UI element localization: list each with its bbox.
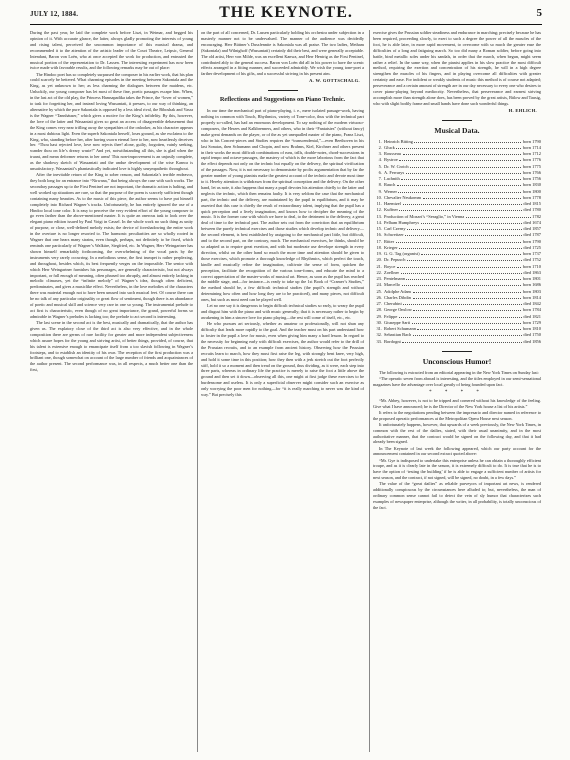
data-list-name: Marcello xyxy=(384,282,401,288)
leader-dots xyxy=(399,210,521,211)
data-list-number: 29. xyxy=(376,313,382,319)
data-list-date: died 1780 xyxy=(523,207,541,213)
leader-dots xyxy=(403,204,522,205)
data-list-number: 2. xyxy=(378,144,382,150)
data-list-number: 11. xyxy=(376,201,382,207)
data-list-date: died 1725 xyxy=(523,244,541,250)
data-list-date: born 1778 xyxy=(522,194,541,200)
leader-dots xyxy=(403,304,522,305)
data-list-number: 33. xyxy=(376,338,382,344)
data-list-date: born 1756 xyxy=(522,176,541,182)
article-paragraph: The Hindoo poet has so completely surpassed the composer in his earlier work, that his plan could scarcely be bettered. What charming episodes in the meeting between Sakontala and the King, as yet unknown to her; as less charming the dialogues between the maidens, etc. Unluckily, our young composer has let most of these fine, poetic passages escape him. When, in the last act of the old play, the Princess Hamsapadika takes the Prince, the “lover of women,” to task for forgetting her, and instead loving Wassantati, it presses, to our way of thinking, an alternative by which the pure Sakontala is opposed by a less ideal rival, the Biboshak and Vasra is the Wagner “Tannhäuser,” which gives a motive for the King’s infidelity. By this, however, the love of the latter and Wassantati gives so great an access of disagreeable debasement that the King comes very near trifling away the sympathies of the onlooker, as his character appears in a most dubious light. Even the superb Sakontala herself, loses ground, as she exclaims to the King, who, standing before her, after having sworn eternal love to her, now heartlessly deceives her. “Thou hast rejected love, love now rejects thee! alone, guilty, forgotten, vainly seeking, wander thou on life’s dreary waste!” And yet, notwithstanding all this, she is glad when the truant, and mean deformer returns to her arms! This non-improvement is an unjustly complete, as the shadowy sketch of Wassantati and the undue development of the wise Kanwa is unsatisfactory. Wassantati’s phantastically indicated love is highly unsympathetic throughout. xyxy=(30,71,193,172)
data-list-number: 23. xyxy=(376,276,382,282)
leader-dots xyxy=(399,317,522,318)
issue-date: JULY 12, 1884. xyxy=(30,10,79,18)
quoted-extract: “Mr. Abbey, however, is not to be tripped and cornered without his knowledge of the feeling. Give what I have announced; he is the Director of the New York house a list of his artists.” xyxy=(373,397,541,409)
page-header xyxy=(30,4,542,25)
leader-dots xyxy=(407,260,522,261)
data-list-number: 14. xyxy=(376,219,382,225)
data-list-number: 32. xyxy=(376,332,382,338)
leader-dots xyxy=(413,292,522,293)
column-divider xyxy=(197,30,198,752)
data-list-date: born 1766 xyxy=(522,169,541,175)
leader-dots xyxy=(402,285,522,286)
section-heading-unconscious-humor: Unconscious Humor! xyxy=(422,356,492,366)
data-list-date: born 1714 xyxy=(522,144,541,150)
data-list-number: 1. xyxy=(378,138,382,144)
data-list-date: died 1821 xyxy=(523,313,541,319)
article-paragraph: In our time the mechanical part of piano-playing, i. e., mere isolated passage-work, having nothing in common with Touch, Rhythmics, variety of Tone-color, thus with the technical part properly so-called, has had an enormous development. To say nothing of the modern virtuoso-composers, the Herzes and Kalkbrenners, and others, who in their “Fantaisies” (without fancy) make great demands on the player, or of the as yet unequalled master of the piano, Franz Liszt, who in his Concert-pieces and Studies requires the “transcendental,”—even Beethoven in his last Sonatas, then Schumann and Chopin, and now Brahms, Kiel, Kirchner and others present in their works the most difficult combinations of runs, trills, double-notes, chord-successions in rapid tempo and octave-passages, the mastery of which is the more laborious from the fact that the effect depends not only on the technic but equally on the delivery, the spiritual vivification of the passages. Now, it is not necessary to demonstrate by prolix argumentation that by far the greater number of young pianists make the greatest account of the technic and devote most time to it. Hereby attention is withdrawn from the spiritual conception and the delivery. On the other hand, let us note, it also happens that many a pupil devotes his attention chiefly to the latter and neglects the technic, which then remains faulty. It is very seldom the case that the mechanical part, the technic and the delivery, are maintained by the pupil in equilibrium, and it may be asserted that this case is chiefly the result of extraordinary talent, implying that the pupil has a quick perception and a lively imagination, and knows how to decipher the meaning of the music. It is the former case with which we have to deal, to the detriment to the delivery, a great deal of time to the technical part. The author sets out from the conviction that an equilibrium between the purely technical exercises and those studies which develop technic and delivery—the second element, is best established by assigning to the mechanical part little, but difficult, and to the second part, on the contrary, much. The mechanical exercises, he thinks, should be so adapted as to require great exertion, and with but moderate use develope strength in every direction, whilst on the other hand so much the more time and attention should be given to those exercises, which promote a thorough knowledge of Rhythmics, which perfect the touch, kindle and musically refine the imagination, cultivate the sense of form, quicken the perception, facilitate the recognition of the various tone-forms, and educate the mind to a correct appreciation of the master-works of musical art. Hence, as soon as the pupil has reached the middle stage, and—for instance—is ready to take up the 1st Book of “Cramer’s Studies,” the method should be, a few difficult technical studies (the pupil’s strength and without determining how often and how long they are to be practiced), and many pieces, not difficult ones, but such as most need can be played well. xyxy=(201,108,364,303)
article-heading: Reflections and Suggestions on Piano Technic. xyxy=(219,96,346,104)
data-list-name: Chevalier Neukomm xyxy=(384,194,422,200)
article-paragraph: It refers to the negotiations pending between the impresario and director named in reference to the proposed operatic performances at the Metropolitan Opera House next season. xyxy=(373,409,541,421)
data-list-number: 30. xyxy=(376,319,382,325)
data-list-name: George Onslow xyxy=(384,307,412,313)
data-list-name: Werner xyxy=(384,188,397,194)
leader-dots xyxy=(407,229,522,230)
data-list-name: A. Ferrarys xyxy=(384,169,405,175)
data-list-name: Zoellner xyxy=(384,269,400,275)
data-list-date: died 1856 xyxy=(523,338,541,344)
leader-dots xyxy=(466,217,531,218)
data-list-number: 31. xyxy=(376,326,382,332)
article-paragraph: The following is extracted from an editorial appearing in the New York Times on Sunday last: xyxy=(379,369,539,375)
data-list-name: G. G. Tag (organist) xyxy=(384,251,420,257)
data-list-date: died 1815 xyxy=(523,201,541,207)
column-2 xyxy=(201,30,364,752)
data-list-number: 27. xyxy=(376,301,382,307)
leader-dots xyxy=(397,185,522,186)
data-list-date: born 1729 xyxy=(522,319,541,325)
data-list-date: died 1842 xyxy=(523,301,541,307)
leader-dots xyxy=(414,142,521,143)
leader-dots xyxy=(403,154,522,155)
section-separator xyxy=(442,351,472,352)
leader-dots xyxy=(401,179,521,180)
data-list-number: 18. xyxy=(376,244,382,250)
author-signature: A. W. GOTTSCHALG. xyxy=(309,78,360,84)
data-list-date: 1782 xyxy=(532,213,541,219)
data-list-date: died 1752 xyxy=(523,257,541,263)
article-paragraph: He who pursues art seriously, whether as amateur or professionally, will not shun any difficulty that leads more rapidly to the goal. And the teacher must on his part understand how to foster in the pupil a love for music, even when giving him many a hard lesson. In regard to the necessity for beginning early with difficult exercises, the author would refer to the drill of the Prussian recruits, and to an example from ancient history. Observing how the Prussian recruits learn to march, how they must first raise the leg, with strongly bent knee, very high, and hold it some time in this position; how they then with a jerk stretch out the foot perfectly stiff, hold it so a moment and then tread on the ground, thus dividing, as it were, each step into three parts, whereas in ordinary life the practice is merely to raise the foot a little above the ground and then set it down—observing all this, one might at first judge these exercises to be burdensome and useless. It is only a superficial observer might consider such an exercise as only worrying the poor men for nothing—for “it is really marching to never was the kind of way.” But precisely this xyxy=(201,321,364,398)
data-list-number: 17. xyxy=(376,238,382,244)
data-list-name: Kuffner xyxy=(384,207,398,213)
author-signature: H. EHLICH. xyxy=(508,107,537,113)
data-list-date: died 1857 xyxy=(523,226,541,232)
article-paragraph: Let no one say it is dangerous to begin difficult technical studies so early, to weary the pupil and disgust him with the piano and with music generally; that it is necessary rather to begin by awakening in him a sincere love for piano playing—the rest will come of itself, etc., etc. xyxy=(201,303,364,321)
data-list-date: born 1737 xyxy=(522,251,541,257)
article-paragraph: During the past year, he laid the complete work before Liszt, in Weimar, and begged his opinion of it. With accurate glance, the latter, always gladly promoting the interests of young and rising talent, perceived the uncommon importance of this musical drama, and recommended it to the attention of the artistic leader of the Court Theatre, Leipsic, General Intendant, Baron von Loën, who at once accepted the work for production, and entrusted the musical portion of the representation to Dr. Lassen. The interesting experiment has now been twice made with favorable results, and the following remarks may be out of place: xyxy=(30,30,193,71)
quoted-extract: “Mr. Gye is indisposed to undertake this enterprise unless he can obtain a thoroughly efficient troupe, and as it is clearly late in the season, it is extremely difficult to do. It is true that he is to have the option of ‘testing the building’ if he is able to engage a sufficient number of artists for next season, and the contract, if not signed, will be signed, no doubt, in a few days.” xyxy=(373,457,541,481)
data-list-date: born 1814 xyxy=(522,294,541,300)
section-separator xyxy=(268,90,298,91)
data-list-name: Pelham Humphreys xyxy=(384,219,420,225)
leader-dots xyxy=(413,310,521,311)
data-list-name: Adolphe Adam xyxy=(384,288,411,294)
leader-dots xyxy=(401,273,522,274)
data-list-number: 13. xyxy=(376,213,382,219)
masthead-title: THE KEYNOTE. xyxy=(219,4,353,21)
data-list-name: Sebastian Bach xyxy=(384,332,412,338)
data-list-name: Felippe xyxy=(384,313,398,319)
data-list-number: 5. xyxy=(378,163,382,169)
data-list-name: Carl Czerny xyxy=(384,226,406,232)
ellipsis-stars: * * * * xyxy=(429,389,485,395)
data-list-name: Heinrich Bitting xyxy=(384,138,413,144)
leader-dots xyxy=(421,254,521,255)
leader-dots xyxy=(421,223,522,224)
data-list-name: Haemtzel xyxy=(384,201,402,207)
data-list-date: born 1712 xyxy=(522,151,541,157)
data-list-name: Dr. W. Crotch xyxy=(384,163,409,169)
data-list-number: 24. xyxy=(376,282,382,288)
data-list-number: 20. xyxy=(376,257,382,263)
data-list-date: born 1686 xyxy=(522,282,541,288)
data-list-name: Giuseppe Sarti xyxy=(384,319,411,325)
data-list-number: 3. xyxy=(378,151,382,157)
data-list-number: 10. xyxy=(376,194,382,200)
leader-dots xyxy=(402,342,522,343)
data-list-row xyxy=(373,339,541,345)
leader-dots xyxy=(399,160,521,161)
article-paragraph: The last scene in the second act is the best, musically and dramatically, that the author has given us. The explatory close of the third act is also very effective, and in the whole composition there are germs of rare facility for greater and more independent subjectiveness which assure hopes for the young and striving artist, of better things, provided, of course, that his talent is extensive enough to emancipate itself from a too slavish following in Wagner’s footsteps, and to establish an identity of his own. The reception of the first production was a brilliant one, though somewhat on account of the large number of friends and acquaintances of the author present. The second performance was, in all respects, a much better one than the first, xyxy=(30,319,193,373)
data-list-name: Rauch xyxy=(384,182,396,188)
data-list-date: died 1750 xyxy=(523,332,541,338)
data-list-date: died 1863 xyxy=(523,269,541,275)
data-list-number: 7. xyxy=(378,176,382,182)
data-list-number: 9. xyxy=(378,188,382,194)
leader-dots xyxy=(413,298,522,299)
leader-dots xyxy=(396,148,521,149)
data-list-name: Cherubini xyxy=(384,301,402,307)
data-list-date: born 1775 xyxy=(522,163,541,169)
data-list-name: Charles Dibdin xyxy=(384,294,411,300)
article-paragraph: In The Keynote of last week the following appeared, which our party account for the announcement contained in our second extract quoted above: xyxy=(373,445,541,457)
data-list-number: 28. xyxy=(376,307,382,313)
data-list-date: died 1787 xyxy=(523,232,541,238)
data-list-date: died 1674 xyxy=(523,219,541,225)
quoted-extract: “The operatic seven from abroad is interesting, and the titles employed in our semi-sensational magazines have the advantage over local greatly of being founded upon fact. xyxy=(373,376,541,387)
data-list-date: born 1710 xyxy=(522,263,541,269)
data-list-name: Gluck xyxy=(384,144,395,150)
data-list-name: Pentelmann xyxy=(384,276,405,282)
leader-dots xyxy=(397,267,522,268)
data-list-number: 4. xyxy=(378,157,382,163)
article-paragraph: It unfortunately happens, however, that upwards of a week previously, the New York Times, in common with the rest of the dailies, stated, with their usual unanimity, and in the most authoritative manner, that the contract would be signed on the following day, and that it had already been signed. xyxy=(373,421,541,445)
data-list-date: born 1810 xyxy=(522,326,541,332)
data-list-date: born 1830 xyxy=(522,182,541,188)
leader-dots xyxy=(399,248,522,249)
data-list-name: Rousseau xyxy=(384,151,402,157)
data-list-number: 12. xyxy=(376,207,382,213)
data-list-name: Dr. Pepusch xyxy=(384,257,406,263)
page-number: 5 xyxy=(536,7,542,19)
data-list-number: 6. xyxy=(378,169,382,175)
data-list-name: Production of Mozart’s “Seraglio,” in Vienna xyxy=(384,213,465,219)
data-list-name: Ritter xyxy=(384,238,395,244)
article-paragraph: The value of the “great dailies” as reliable purveyors of important art news, is rendered additionally conspicuous by the circumstances here alluded to; but, nevertheless, the man of ordinary common sense cannot fail to detect the vein of sly humor that characterizes such examples of newspaper enterprise, although the writer, in all probability, is totally unconscious of the fact. xyxy=(373,481,541,510)
column-divider xyxy=(369,30,370,752)
data-list-number: 21. xyxy=(376,263,382,269)
data-list-number: 25. xyxy=(376,288,382,294)
data-list-date: born 1776 xyxy=(522,157,541,163)
leader-dots xyxy=(423,198,522,199)
data-list-date: born 1790 xyxy=(522,138,541,144)
data-list-number: 26. xyxy=(376,294,382,300)
article-paragraph: exercise gives the Prussian soldier steadiness and endurance in marching; precisely because he has been required, proceeding slowly, to exert to such a degree the power of all the muscles of the foot, he is able later, in more rapid movement, to overcome with so much the greater ease the difficulties of a long and fatiguing march. So too did many a Roman soldier, before going into battle, bind metallic soles under his sandals, in order that the march, when begun, might seem rather a relief. In the same way, when the pianist applies in his slow practice the most difficult method, requiring the exertion and concentration of his strength, he will in a high degree strengthen the muscles of his fingers, and in playing overcome all difficulties with greater certainty and ease. For indolent or weakly students of music this method is of course not adapted; perseverance and a certain amount of strength are in our day necessary to every one who desires to cover piano-playing beyond mediocrity. Nevertheless, that perseverance and earnest striving accomplish more than strength alone does, has been proved by the great artists, Bülow and Tausig, who with slight bodily frame and small hands have done such wonderful things. xyxy=(373,30,541,106)
section-separator xyxy=(442,120,472,121)
data-list-number: 16. xyxy=(376,232,382,238)
data-list-date: born 1800 xyxy=(522,188,541,194)
data-list-date: born 1801 xyxy=(522,276,541,282)
leader-dots xyxy=(405,235,522,236)
leader-dots xyxy=(412,323,522,324)
data-list-date: born 1784 xyxy=(522,307,541,313)
leader-dots xyxy=(406,173,522,174)
leader-dots xyxy=(396,242,522,243)
column-1 xyxy=(30,30,193,752)
data-list-name: Bystroe xyxy=(384,157,398,163)
data-list-number: 19. xyxy=(376,251,382,257)
article-paragraph: After the inevitable return of the King to sober reason, and Sakontala’s terrible endeavor, they both long for an entrance into “Nirwana,” that being always the case with such works. The secondary passages up to the First Pentinel are not important, the dramatic action is halting, and well worked up situations are rare, so that the purpose of the poem is scarcely sufficient though containing many beauties. As to the music of this piece, the author seems to have put himself completely into Richard Wagner’s tracks. Unfortunately, he has entirely ignored the use of a Hindoo local tone color. It is easy to perceive the very evident effort of the young composer to go even farther than the above-mentioned master. It is quite an onerous task to look over the elegant piano edition issued by Paul Voigt in Cassel. In the whole work no such thing as unity of purpose, or close, well-defined melody exists; the device of foreshadowing the entire work in the overture is no longer resorted to. The harmonic peculiarities are so wholly rooted in Wagner that one hears many strains, even though, perhaps, not definitely to be fixed, which reminds one particularly of Wagner’s Walküre, Siegfried, etc. In Wagner, Herr Weingartner has shown himself remarkably forthcoming, the overwhelming of the vocal parts by the instruments very rarely occurring. In a melodious sense, the first trumpet is rather perplexing, and throughout, besides which, its best frequently verges on the impossible. The senior with which Herr Weingartner furnishes his personages, are generally characteristic, but not always important, or full enough of meaning, often phrased too abruptly, and almost entirely lacking in melodic climaxes, yet the “infinite melody” of Wagner’s idea, though often deficient, predominates, and gives a musiclike effect. Nevertheless, in the love melodies of the characters there was material enough not to have been unused into such musical feet. Of course there can be no talk of any particular originality or great flow of sentiment, though there is an abundance of poetic and musical skill and science very rare in one so young. The instrumental prelude to act first is characteristic, even though of no great importance, the grand, powerful forms so admirable in Wagner’s preludes is lacking too; the prelude to act second is interesting. xyxy=(30,172,193,319)
leader-dots xyxy=(413,335,522,336)
data-list-name: Bordogni xyxy=(384,338,401,344)
data-list-number: 22. xyxy=(376,269,382,275)
data-list-date: born 1803 xyxy=(522,288,541,294)
leader-dots xyxy=(406,279,521,280)
data-list-name: Schweitzer xyxy=(384,232,404,238)
column-3 xyxy=(373,30,541,752)
data-list-name: Krieger xyxy=(384,244,398,250)
data-list-name: Lachnith xyxy=(384,176,400,182)
data-list-date: born 1790 xyxy=(522,238,541,244)
section-heading-musical-data: Musical Data. xyxy=(434,125,480,135)
leader-dots xyxy=(417,329,521,330)
data-list-name: Boyce xyxy=(384,263,396,269)
data-list-name: Robert Schumann xyxy=(384,326,416,332)
data-list-number: 15. xyxy=(376,226,382,232)
musical-data-list xyxy=(373,139,541,345)
leader-dots xyxy=(410,167,521,168)
data-list-number: 8. xyxy=(378,182,382,188)
leader-dots xyxy=(398,192,521,193)
article-paragraph: on the part of all concerned, Dr. Lassen particularly holding his orchestra under subjection in a masterly manner not to be undervalued. The manner of the audience was decidedly encouraging. Herr Büttner’s Dussfennite is Sakontala was all praise. The two ladies, Metham (Sakontala) and Wilnighoff (Wassantati) certainly did their best, and were generally acceptable. The old artist, Herr von Milde, was an excellent Kanwa, and Herr Hentrig as the First Pentinel, contributed ably to the general success. Baron von Loën did all in his power to have the scenic effects arranged in a fitting manner, and succeeded admirably. We wish the young tone-poet a farther development of his gifts, and a successful striving in his present aim. xyxy=(201,30,364,77)
